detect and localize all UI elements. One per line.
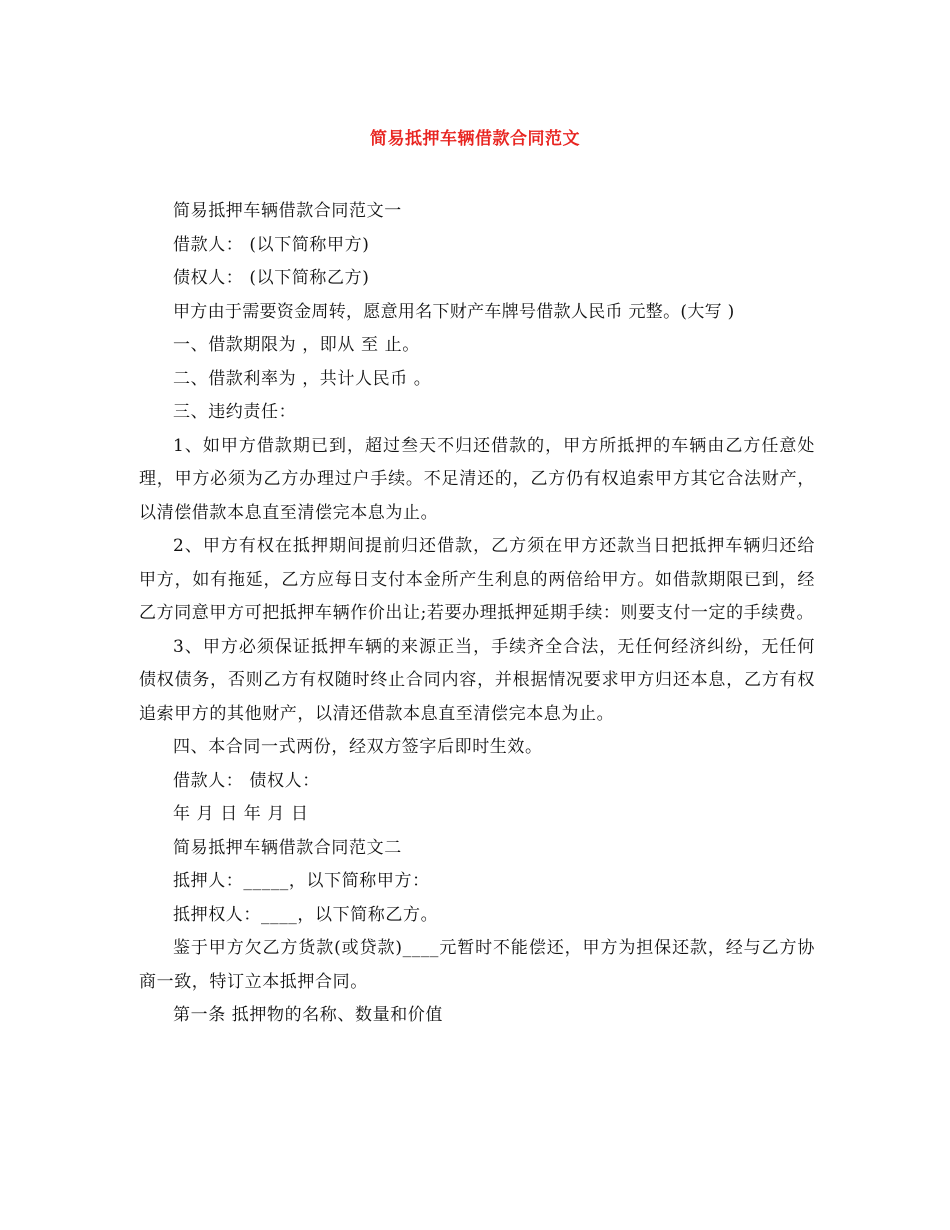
- date-line: 年 月 日 年 月 日: [173, 804, 309, 824]
- clause-liability-heading: 三、违约责任：: [173, 402, 297, 422]
- clause-copies: 四、本合同一式两份，经双方签字后即时生效。: [173, 737, 543, 757]
- section-heading-2: 简易抵押车辆借款合同范文二: [173, 837, 402, 858]
- liability-item-2: 2、甲方有权在抵押期间提前归还借款，乙方须在甲方还款当日把抵押车辆归还给甲方，如有拖延，乙方应每日支付本金所产生利息的两倍给甲方。如借款期限已到，经乙方同意甲方可把抵押车辆作价出让;若要办理抵押延期手续：则要支付一定的手续费。: [139, 536, 815, 623]
- document-title: 简易抵押车辆借款合同范文: [370, 129, 580, 149]
- liability-item-1: 1、如甲方借款期已到，超过叁天不归还借款的，甲方所抵押的车辆由乙方任意处理，甲方必须为乙方办理过户手续。不足清还的，乙方仍有权追索甲方其它合法财产，以清偿借款本息直至清偿完本息为止。: [139, 435, 815, 523]
- signature-line: 借款人： 债权人：: [173, 770, 320, 791]
- article-1-heading: 第一条 抵押物的名称、数量和价值: [173, 1005, 444, 1025]
- creditor-line: 债权人： (以下简称乙方): [173, 268, 370, 288]
- document-body: [139, 195, 815, 1033]
- loan-purpose-paragraph: 甲方由于需要资金周转，愿意用名下财产车牌号借款人民币 元整。(大写 ): [173, 301, 735, 322]
- clause-term: 一、借款期限为 ，即从 至 止。: [173, 335, 420, 355]
- liability-item-3: 3、甲方必须保证抵押车辆的来源正当，手续齐全合法，无任何经济纠纷，无任何债权债务，否则乙方有权随时终止合同内容，并根据情况要求甲方归还本息，乙方有权追索甲方的其他财产，以清还借款本息直至清偿完本息为止。: [139, 636, 815, 724]
- mortgagee-line: 抵押权人：____，以下简称乙方。: [173, 904, 439, 925]
- preamble-paragraph: 鉴于甲方欠乙方货款(或贷款)____元暂时不能偿还，甲方为担保还款，经与乙方协商一致，特订立本抵押合同。: [139, 938, 815, 992]
- clause-interest: 二、借款利率为 ，共计人民币 。: [173, 368, 432, 389]
- borrower-line: 借款人： (以下简称甲方): [173, 234, 370, 255]
- section-heading: 简易抵押车辆借款合同范文一: [173, 201, 402, 221]
- mortgagor-line: 抵押人：_____，以下简称甲方：: [173, 871, 430, 891]
